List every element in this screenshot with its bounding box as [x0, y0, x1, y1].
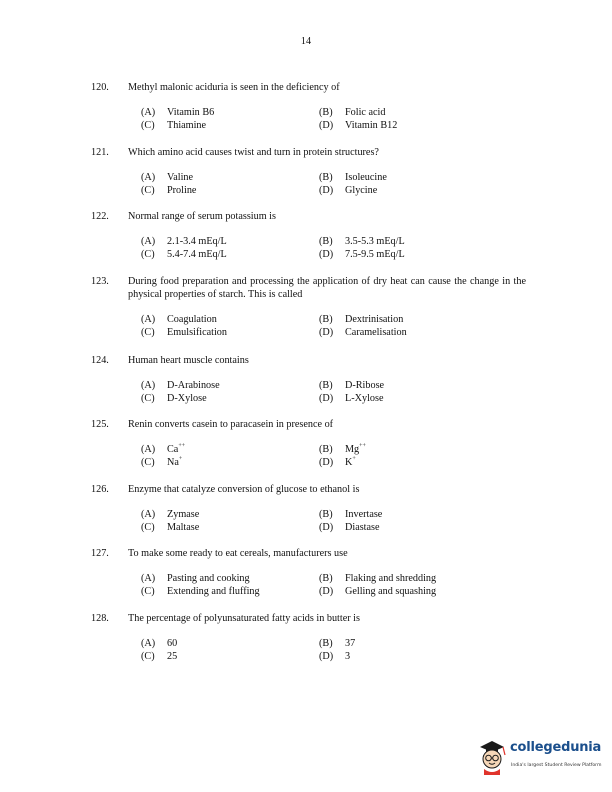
option-text: Extending and fluffing	[167, 585, 260, 597]
option-text: Folic acid	[345, 107, 386, 118]
option-c	[141, 586, 260, 599]
option-letter: (A)	[141, 380, 156, 391]
option-letter: (A)	[141, 107, 156, 118]
logo-tagline: India's largest Student Review Platform	[511, 763, 602, 768]
question-text: Methyl malonic aciduria is seen in the deficiency of	[128, 82, 340, 93]
option-text: 5.4-7.4 mEq/L	[167, 248, 227, 260]
question-number: 128.	[91, 613, 109, 624]
option-c	[141, 522, 199, 535]
option-text: D-Arabinose	[167, 380, 220, 391]
option-superscript: +	[178, 455, 183, 462]
option-text: Gelling and squashing	[345, 585, 437, 597]
option-a	[141, 573, 250, 586]
option-c	[141, 249, 227, 262]
question-number: 125.	[91, 419, 109, 430]
option-b	[319, 236, 405, 249]
option-a	[141, 380, 220, 393]
question-text: To make some ready to eat cereals, manufacturers use	[128, 548, 348, 559]
option-d	[319, 327, 407, 340]
option-a	[141, 638, 177, 651]
option-letter: (A)	[141, 314, 156, 325]
option-letter: (A)	[141, 509, 156, 520]
option-text: D-Xylose	[167, 392, 207, 404]
option-letter: (A)	[141, 172, 156, 183]
option-superscript: +	[352, 455, 356, 462]
option-d	[319, 249, 405, 262]
option-text: 7.5-9.5 mEq/L	[345, 248, 405, 260]
option-superscript: ++	[178, 443, 186, 449]
question-number: 127.	[91, 548, 109, 559]
option-d	[319, 651, 350, 664]
option-b	[319, 380, 384, 393]
option-text: Coagulation	[167, 314, 217, 325]
option-b	[319, 172, 387, 185]
option-letter: (C)	[141, 248, 155, 260]
option-text: Thiamine	[167, 119, 207, 131]
option-text: Isoleucine	[345, 172, 387, 183]
option-b	[319, 573, 436, 586]
option-text: Maltase	[167, 521, 200, 533]
option-letter: (B)	[319, 638, 333, 649]
option-d	[319, 120, 397, 133]
question-text: During food preparation and processing the application of dry heat can cause the change in the physical properties of starch. This is called	[128, 276, 526, 300]
option-letter: (D)	[319, 184, 334, 196]
option-letter: (C)	[141, 456, 155, 468]
question-number: 123.	[91, 276, 109, 287]
option-letter: (D)	[319, 326, 334, 338]
option-letter: (D)	[319, 248, 334, 260]
collegedunia-logo	[474, 735, 604, 775]
option-b	[319, 314, 403, 327]
option-text: Vitamin B6	[167, 107, 215, 118]
option-text: D-Ribose	[345, 380, 385, 391]
question-number: 121.	[91, 147, 109, 158]
option-letter: (C)	[141, 184, 155, 196]
option-text: 2.1-3.4 mEq/L	[167, 236, 227, 247]
option-letter: (B)	[319, 236, 333, 247]
option-letter: (D)	[319, 521, 334, 533]
option-text: Proline	[167, 184, 197, 196]
option-text: Vitamin B12	[345, 119, 398, 131]
option-d	[319, 522, 380, 535]
option-letter: (C)	[141, 119, 155, 131]
question-number: 126.	[91, 484, 109, 495]
option-letter: (A)	[141, 638, 156, 649]
option-text: K	[345, 456, 353, 468]
option-text: 3.5-5.3 mEq/L	[345, 236, 405, 247]
option-text: Invertase	[345, 509, 383, 520]
option-text: Valine	[167, 172, 194, 183]
option-b	[319, 638, 355, 651]
option-text: Diastase	[345, 521, 380, 533]
option-a	[141, 172, 193, 185]
option-letter: (C)	[141, 585, 155, 597]
option-a	[141, 509, 199, 522]
option-letter: (C)	[141, 650, 155, 662]
option-a	[141, 236, 227, 249]
question-number: 122.	[91, 211, 109, 222]
option-superscript: ++	[359, 443, 366, 449]
option-b	[319, 509, 382, 522]
option-text: 3	[345, 650, 351, 662]
option-text: Pasting and cooking	[167, 573, 250, 584]
option-c	[141, 393, 207, 406]
option-text: Flaking and shredding	[345, 573, 437, 584]
option-c	[141, 457, 182, 470]
option-letter: (A)	[141, 236, 156, 247]
question-text: Normal range of serum potassium is	[128, 211, 276, 222]
option-letter: (C)	[141, 326, 155, 338]
option-text: 60	[167, 638, 178, 649]
option-letter: (B)	[319, 314, 333, 325]
option-b	[319, 107, 385, 120]
question-number: 120.	[91, 82, 109, 93]
option-c	[141, 120, 206, 133]
option-letter: (A)	[141, 573, 156, 584]
option-letter: (B)	[319, 509, 333, 520]
option-d	[319, 185, 377, 198]
option-letter: (D)	[319, 392, 334, 404]
question-text: Human heart muscle contains	[128, 355, 249, 366]
logo-brand-text: collegedunia	[510, 740, 602, 755]
option-letter: (B)	[319, 444, 333, 455]
question-text: Enzyme that catalyze conversion of glucose to ethanol is	[128, 484, 360, 495]
option-letter: (B)	[319, 380, 333, 391]
page-number: 14	[300, 36, 312, 47]
option-text: Glycine	[345, 184, 378, 196]
option-letter: (A)	[141, 444, 156, 455]
option-letter: (B)	[319, 573, 333, 584]
option-a	[141, 314, 217, 327]
option-letter: (C)	[141, 392, 155, 404]
option-text: 37	[345, 638, 356, 649]
option-letter: (D)	[319, 650, 334, 662]
question-text: Renin converts casein to paracasein in presence of	[128, 419, 334, 430]
option-d	[319, 586, 436, 599]
option-c	[141, 185, 196, 198]
option-text: Zymase	[167, 509, 200, 520]
option-letter: (D)	[319, 456, 334, 468]
option-letter: (D)	[319, 119, 334, 131]
graduate-mascot-icon	[474, 735, 510, 775]
question-text: Which amino acid causes twist and turn in protein structures?	[128, 147, 379, 158]
option-b	[319, 444, 366, 457]
option-letter: (B)	[319, 107, 333, 118]
option-text: Na	[167, 456, 179, 468]
option-letter: (B)	[319, 172, 333, 183]
option-text: Caramelisation	[345, 326, 407, 338]
option-c	[141, 651, 177, 664]
option-text: Mg	[345, 444, 360, 455]
option-text: Emulsification	[167, 326, 227, 338]
option-letter: (D)	[319, 585, 334, 597]
option-d	[319, 393, 383, 406]
option-text: L-Xylose	[345, 392, 384, 404]
option-text: 25	[167, 650, 178, 662]
option-text: Ca	[167, 444, 179, 455]
option-d	[319, 457, 356, 470]
option-letter: (C)	[141, 521, 155, 533]
question-number: 124.	[91, 355, 109, 366]
option-a	[141, 107, 214, 120]
option-c	[141, 327, 227, 340]
option-text: Dextrinisation	[345, 314, 404, 325]
question-text: The percentage of polyunsaturated fatty acids in butter is	[128, 613, 360, 624]
